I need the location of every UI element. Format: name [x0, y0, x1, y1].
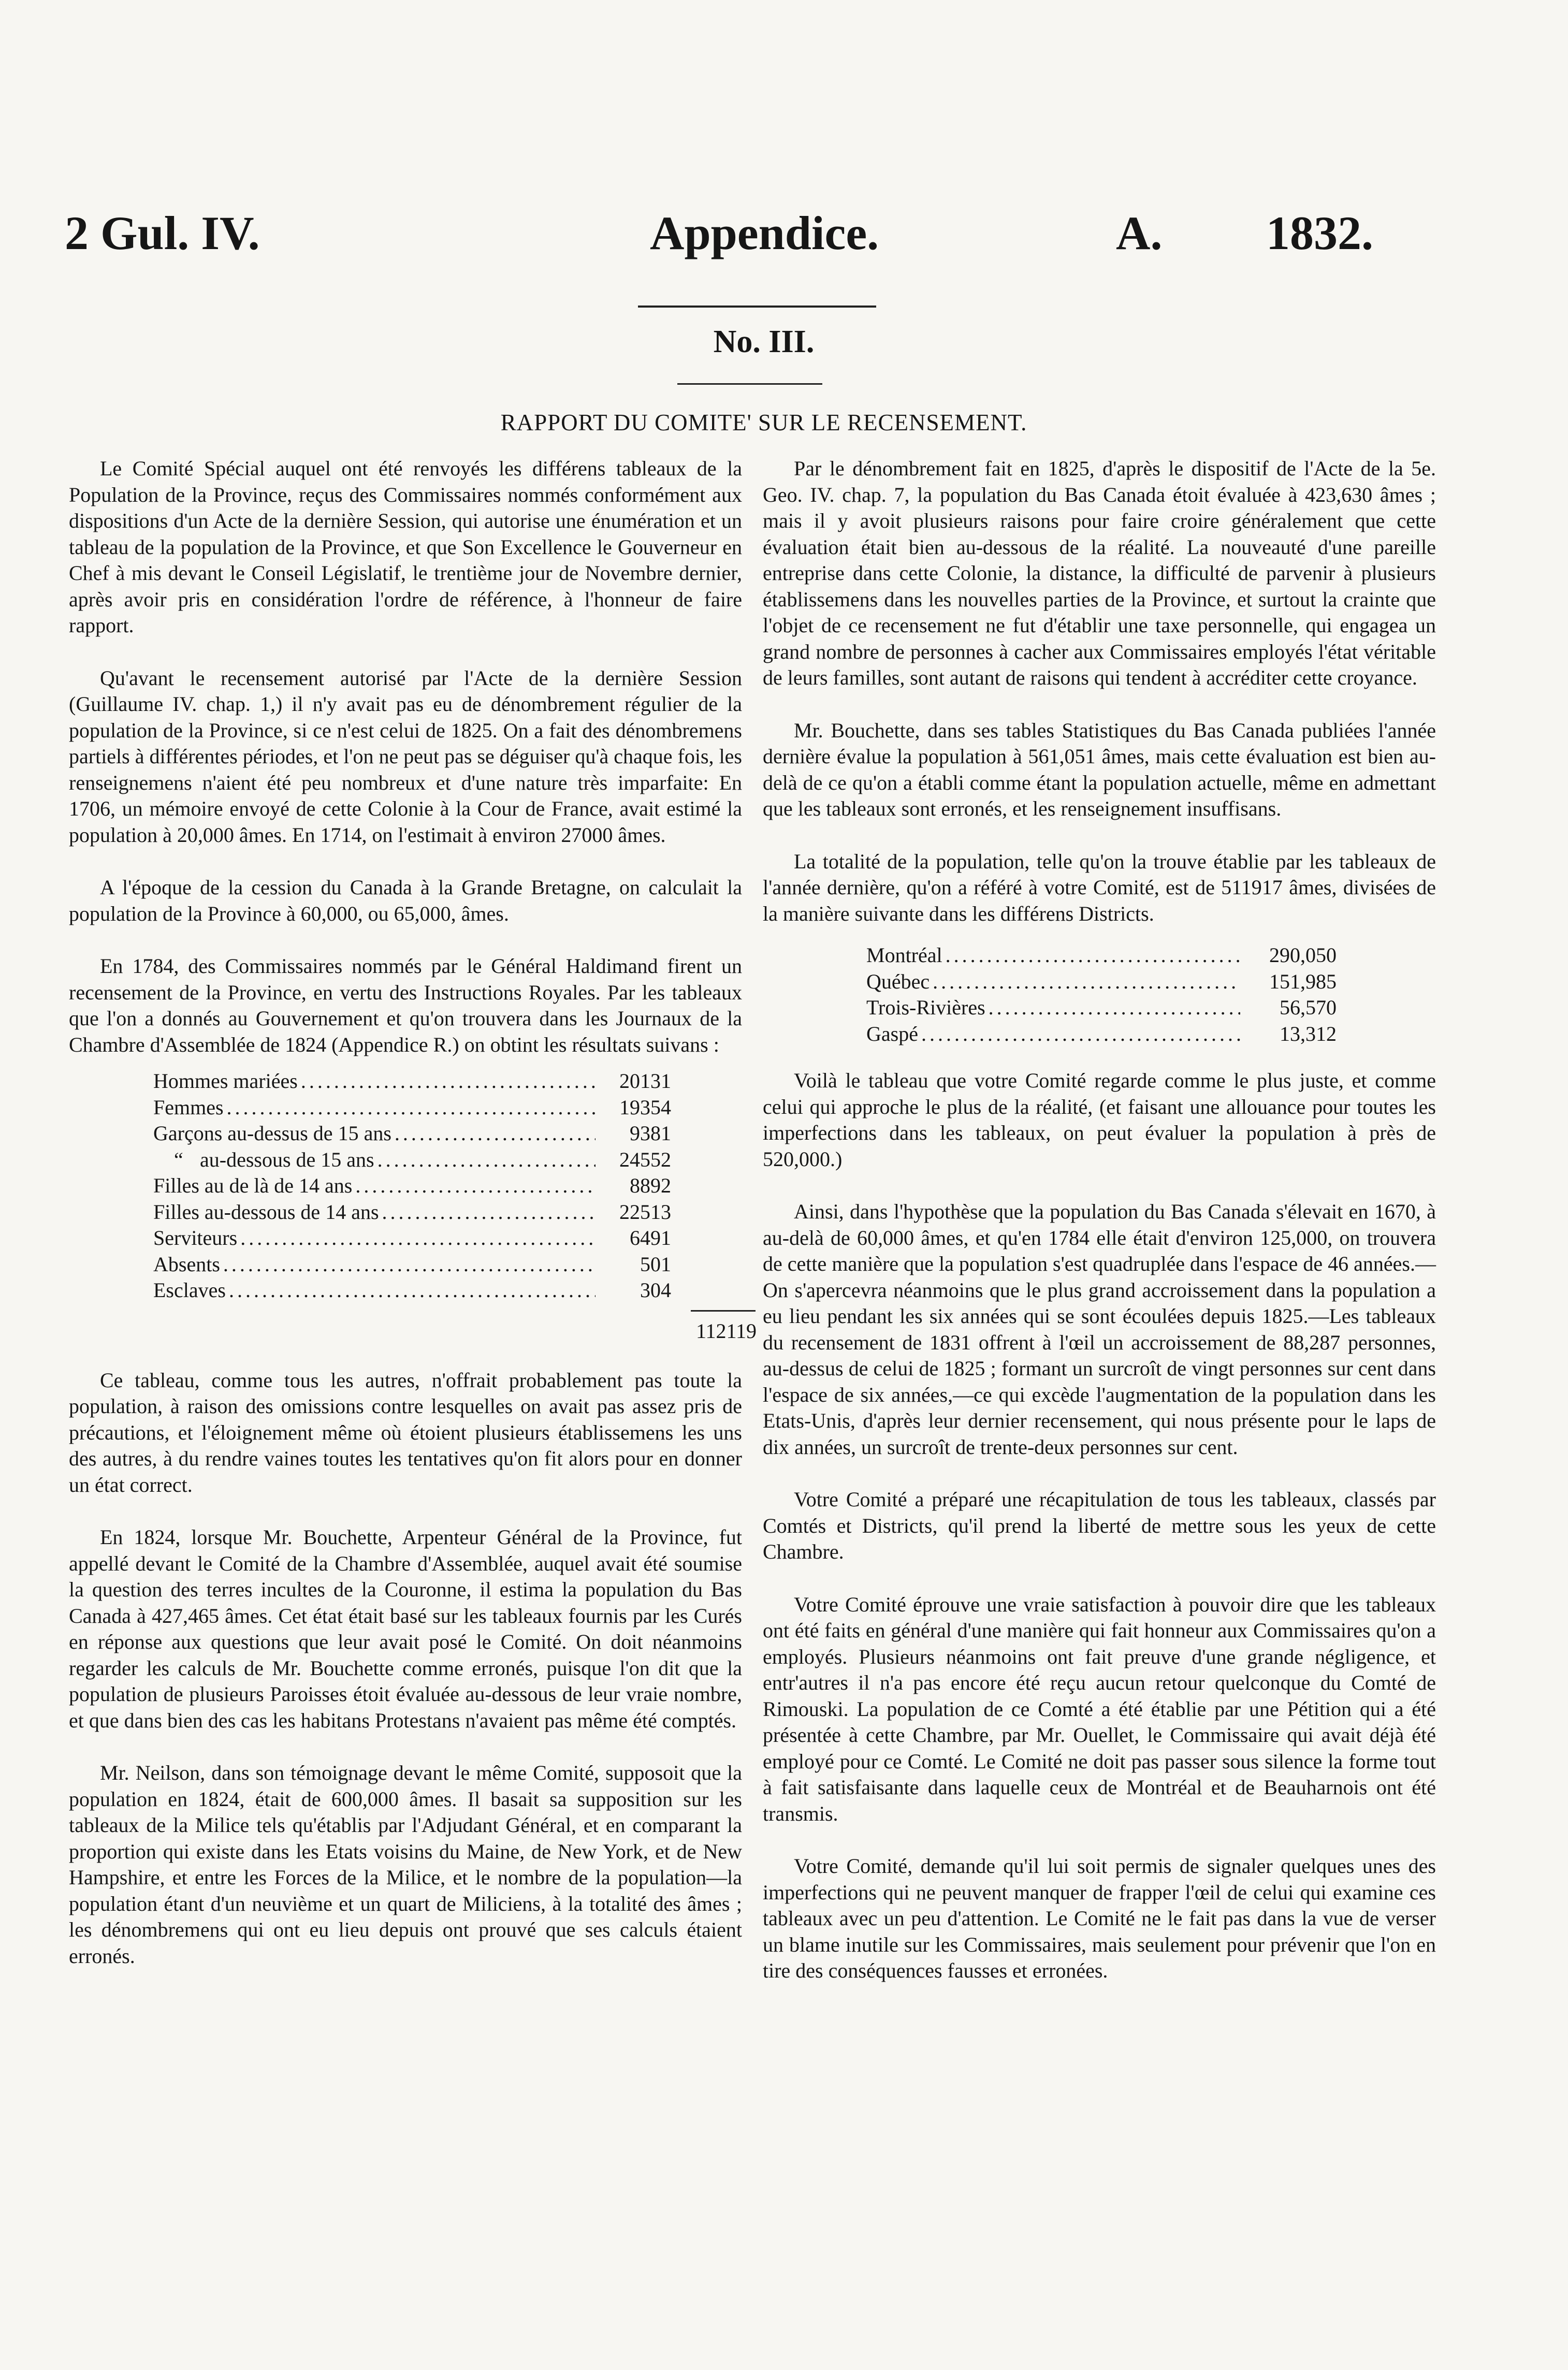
table-row: [866, 995, 1337, 1021]
census-1784-table: [153, 1068, 757, 1347]
paragraph: Mr. Neilson, dans son témoignage devant le même Comité, supposoit que la population en 1824, était de 600,000 âmes. Il basait sa supposition sur les tableaux de la Milice tels qu'établis par l'Adjudant Général, et en comparant la proportion qui existe dans les Etats voisins du Maine, de New York, et de New Hampshire, et entre les Forces de la Milice, et le nombre de la population—la population étant d'un neuvième et un quart de Miliciens, à la totalité des âmes ; les dénombremens qui ont eu lieu depuis ont prouvé que ses calculs étaient erronés.: [69, 1761, 742, 1968]
paragraph: Votre Comité a préparé une récapitulation de tous les tableaux, classés par Comtés et Districts, qu'il prend la liberté de mettre sous les yeux de cette Chambre.: [763, 1488, 1436, 1563]
row-value: 151,985: [1269, 969, 1337, 993]
row-label: Montréal: [866, 943, 942, 967]
paragraph: Voilà le tableau que votre Comité regarde comme le plus juste, et comme celui qui approche le plus de la réalité, (et faisant une allouance pour toutes les imperfections dans les tableaux, on peut évaluer la population à près de 520,000.): [763, 1069, 1436, 1171]
table-total: 112119: [695, 1319, 757, 1343]
paragraph: Qu'avant le recensement autorisé par l'Acte de la dernière Session (Guillaume IV. chap. 1,) il n'y avait pas eu de dénombrement régulier de la population de la Province, si ce n'est celui de 1825. On a fait des dénombremens partiels à différentes périodes, et l'on ne peut pas se déguiser qu'à chaque fois, les renseignemens n'aient été peu nombreux et d'une nature très imparfaite: En 1706, un mémoire envoyé de cette Colonie à la Cour de France, avait estimé la population à 20,000 âmes. En 1714, on l'estimait à environ 27000 âmes.: [69, 666, 742, 847]
table-row: [153, 1277, 671, 1304]
paragraph: La totalité de la population, telle qu'on la trouve établie par les tableaux de l'année dernière, qu'on a référé à votre Comité, est de 511917 âmes, divisées de la manière suivante dans les différens Districts.: [763, 849, 1436, 925]
districts-table: [866, 942, 1337, 1047]
row-label: Filles au-dessous de 14 ans: [153, 1200, 379, 1224]
row-value: 56,570: [1280, 996, 1337, 1019]
table-row: [153, 1252, 671, 1278]
paragraph: En 1784, des Commissaires nommés par le Général Haldimand firent un recensement de la Province, en vertu des Instructions Royales. Par les tableaux que l'on a donnés au Gouvernement et qu'on trouvera dans les Journaux de la Chambre d'Assemblée de 1824 (Appendice R.) on obtint les résultats suivans :: [69, 954, 742, 1056]
row-label: Esclaves: [153, 1278, 226, 1302]
table-row: [153, 1199, 671, 1226]
table-row: [153, 1095, 671, 1121]
number-rule: [677, 383, 822, 385]
row-value: 13,312: [1280, 1022, 1337, 1045]
table-row: [153, 1121, 671, 1147]
row-label: Femmes: [153, 1095, 224, 1119]
row-value: 290,050: [1269, 943, 1337, 967]
table-row: [153, 1147, 671, 1173]
header-center: Appendice.: [650, 207, 879, 259]
row-label: au-dessous de 15 ans: [200, 1147, 374, 1171]
left-column: [69, 456, 757, 1996]
header-letter: A.: [1116, 207, 1163, 259]
row-label: Québec: [866, 969, 930, 993]
running-header: [65, 205, 1463, 261]
paragraph: Ce tableau, comme tous les autres, n'offrait probablement pas toute la population, à raison des omissions contre lesquelles on avait pas assez pris de précautions, et l'éloignement même où étoient plusieurs établissemens les uns des autres, à du rendre vaines toutes les tentatives qu'on fit alors pour en donner un état correct.: [69, 1368, 742, 1496]
row-value: 501: [640, 1252, 671, 1276]
paragraph: Mr. Bouchette, dans ses tables Statistiques du Bas Canada publiées l'année dernière évalue la population à 561,051 âmes, mais cette évaluation est bien au-delà de ce qu'on a établi comme étant la population actuelle, même en admettant que les tableaux sont erronés, et les renseignement insuffisans.: [763, 718, 1436, 820]
row-label: Filles au de là de 14 ans: [153, 1174, 353, 1197]
row-value: 304: [640, 1278, 671, 1302]
row-value: 9381: [630, 1122, 671, 1145]
row-value: 6491: [630, 1226, 671, 1249]
header-year: 1832.: [1266, 207, 1373, 259]
table-row: [153, 1068, 671, 1095]
paragraph: En 1824, lorsque Mr. Bouchette, Arpenteur Général de la Province, fut appellé devant le Comité de la Chambre d'Assemblée, auquel avait été soumise la question des terres incultes de la Couronne, il estima la population du Bas Canada à 427,465 âmes. Cet état était basé sur les tableaux fournis par les Curés en réponse aux questions que leur avait posé le Comité. On doit néanmoins regarder les calculs de Mr. Bouchette comme erronés, puisque l'on dit que la population de plusieurs Paroisses étoit évaluée au-dessous de leur vraie nombre, et que dans bien des cas les habitans Protestans n'avaient pas même été comptés.: [69, 1525, 742, 1732]
row-value: 8892: [630, 1174, 671, 1197]
row-value: 22513: [619, 1200, 671, 1224]
table-row: [866, 969, 1337, 995]
row-label: Serviteurs: [153, 1226, 238, 1249]
report-title: RAPPORT DU COMITE' SUR LE RECENSEMENT.: [500, 410, 1027, 435]
row-label: Absents: [153, 1252, 220, 1276]
row-label: Garçons au-dessus de 15 ans: [153, 1122, 391, 1145]
paragraph: Votre Comité éprouve une vraie satisfaction à pouvoir dire que les tableaux ont été faits en général d'une manière qui fait honneur aux Commissaires qu'on a employés. Plusieurs néanmoins ont fait preuve d'une grande négligence, et entr'autres il n'a pas encore été reçu aucun retour quelconque du Comté de Rimouski. La population de ce Comté a été établie par une Pétition qui a été présentée à cette Chambre, par Mr. Ouellet, le Commissaire qui avait déjà été employé pour ce Comté. Le Comité ne doit pas passer sous silence la forme tout à fait satisfaisante dans laquelle ceux de Montréal et de Beauharnois ont été transmis.: [763, 1592, 1436, 1825]
paragraph: Ainsi, dans l'hypothèse que la population du Bas Canada s'élevait en 1670, à au-delà de 60,000 âmes, et qu'en 1784 elle était d'environ 125,000, on trouvera de cette manière que la population s'est quadruplée dans l'espace de 46 années.—On s'apercevra néanmoins que le plus grand accroissement dans la population a eu lieu pendant les six années qui se sont écoulées depuis 1825.—Les tableaux du recensement de 1831 offrent à l'œil un accroissement de 88,287 personnes, au-dessus de celui de 1825 ; formant un surcroît de vingt personnes sur cent dans l'espace de six années,—ce qui excède l'augmentation de la population dans les Etats-Unis, d'après leur dernier recensement, qui nous présente pour le laps de dix années, un surcroît de trente-deux personnes sur cent.: [763, 1200, 1436, 1459]
table-row: [866, 942, 1337, 969]
table-row: [153, 1173, 671, 1199]
paragraph: Votre Comité, demande qu'il lui soit permis de signaler quelques unes des imperfections qui ne peuvent manquer de frapper l'œil de celui qui examine ces tableaux avec un peu d'attention. Le Comité ne le fait pas dans la vue de verser un blame inutile sur les Commissaires, mais seulement pour prévenir que l'on en tire des conséquences fausses et erronées.: [763, 1854, 1436, 1982]
row-value: 24552: [619, 1147, 671, 1171]
paragraph: Le Comité Spécial auquel ont été renvoyés les différens tableaux de la Population de la Province, reçus des Commissaires nommés conformément aux dispositions d'un Acte de la dernière Session, qui autorise une énumération et un tableau de la population de la Province, et que Son Excellence le Gouverneur en Chef à mis devant le Conseil Législatif, le trentième jour de Novembre dernier, après avoir pris en considération l'ordre de référence, à l'honneur de faire rapport.: [69, 457, 742, 637]
row-value: 20131: [619, 1069, 671, 1093]
row-value: 19354: [619, 1095, 671, 1119]
right-column: [763, 456, 1436, 2011]
paragraph: Par le dénombrement fait en 1825, d'après le dispositif de l'Acte de la 5e. Geo. IV. chap. 7, la population du Bas Canada étoit évaluée à 423,630 âmes ; mais il y avoit plusieurs raisons pour faire croire généralement que cette évaluation était bien au-dessous de la réalité. La nouveauté d'une pareille entreprise dans cette Colonie, la distance, la difficulté de parvenir à plusieurs établissemens dans les nouvelles parties de la Province, et surtout la crainte que l'objet de ce recensement ne fut d'établir une taxe personnelle, qui engagea un grand nombre de personnes à cacher aux Commissaires employés l'état véritable de leurs familles, sont autant de raisons qui tendent à accréditer cette croyance.: [763, 457, 1436, 689]
row-label: Trois-Rivières: [866, 996, 985, 1019]
total-rule: [691, 1310, 756, 1312]
header-left: 2 Gul. IV.: [65, 207, 260, 259]
document-number: No. III.: [713, 324, 815, 359]
paragraph: A l'époque de la cession du Canada à la Grande Bretagne, on calculait la population de la Province à 60,000, ou 65,000, âmes.: [69, 876, 742, 925]
table-row: [866, 1021, 1337, 1048]
top-rule: [638, 306, 876, 308]
row-label: Gaspé: [866, 1022, 918, 1045]
ditto-mark: “: [174, 1147, 183, 1171]
row-label: Hommes mariées: [153, 1069, 298, 1093]
table-row: [153, 1225, 671, 1252]
